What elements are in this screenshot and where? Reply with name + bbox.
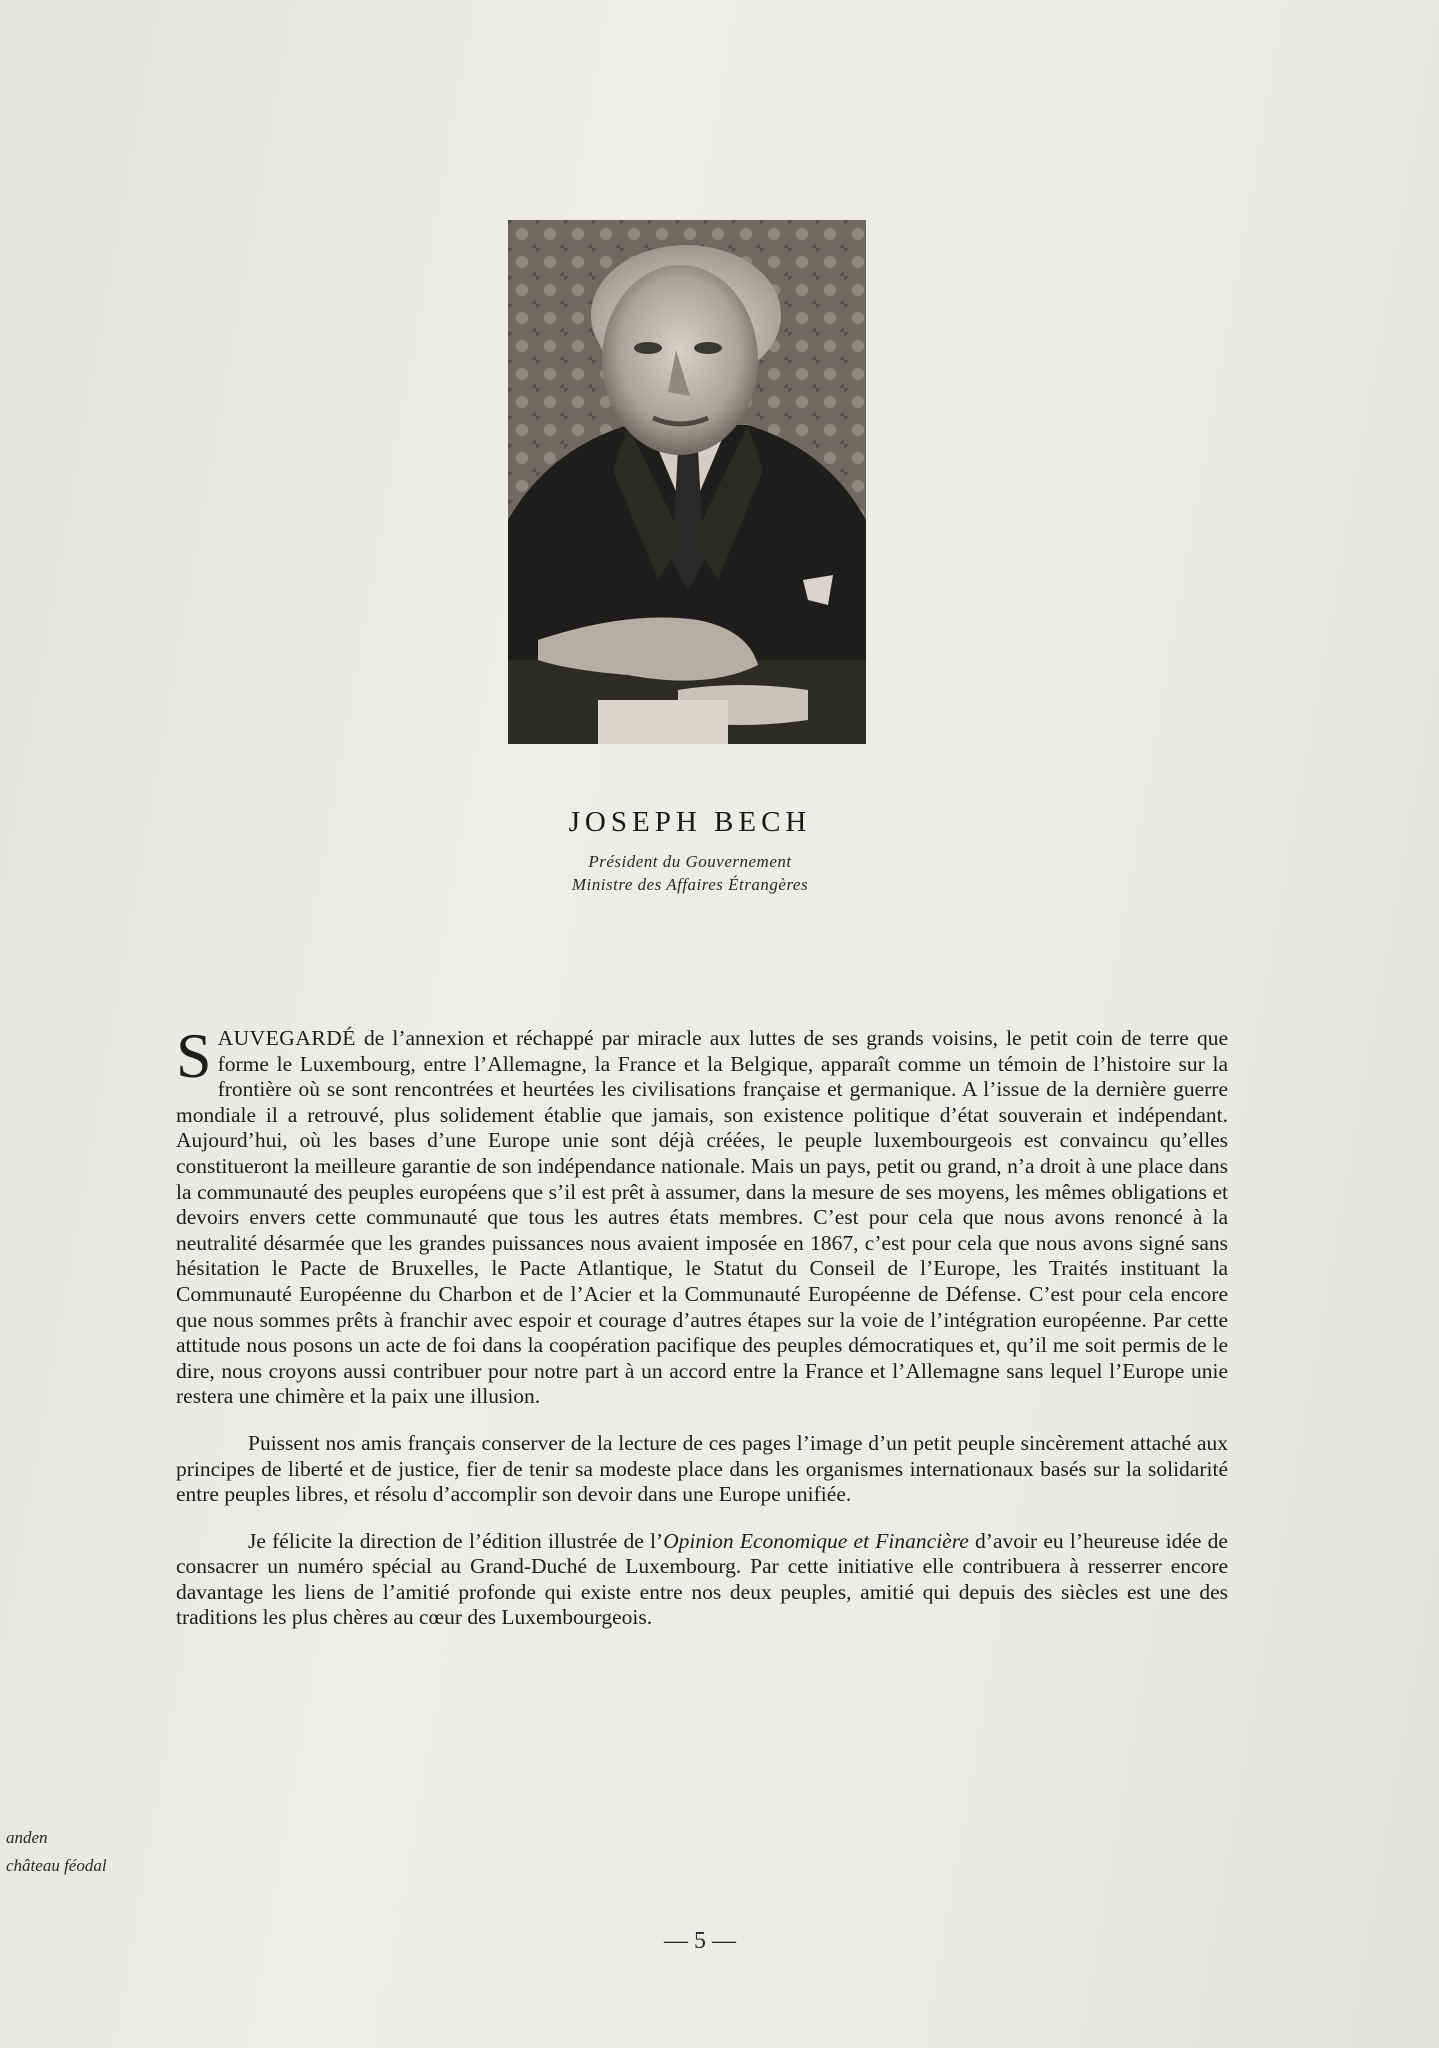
person-role-president: Président du Gouvernement (588, 852, 792, 871)
person-role-minister: Ministre des Affaires Étrangères (571, 875, 809, 894)
person-name: JOSEPH BECH (568, 806, 812, 838)
paragraph-3-text-start: Je félicite la direction de l’édition illustrée de l’ (248, 1528, 664, 1553)
paragraph-1-text: de l’annexion et réchappé par miracle aux luttes de ses grands voisins, le petit coin de terre que forme le Luxembourg, entre l’Allemagne, la France et la Belgique, apparaît comme un témoin de l’histoire sur la frontière où se sont rencontrées et heurtées les civilisations française et germanique. A l’issue de la dernière guerre mondiale il a retrouvé, plus solidement établie que jamais, son existence politique d’état souverain et indépendant. Aujourd’hui, où les bases d’une Europe unie sont déjà créées, le peuple luxembourgeois est convaincu qu’elles constitueront la meilleure garantie de son indépendance nationale. Mais un pays, petit ou grand, n’a droit à une place dans la communauté des peuples européens que s’il est prêt à assumer, dans la mesure de ses moyens, les mêmes obligations et devoirs envers cette communauté que tous les autres états membres. C’est pour cela que nous avons renoncé à la neutralité désarmée que les grandes puissances nous avaient imposée en 1867, c’est pour cela que nous avons signé sans hésitation le Pacte de Bruxelles, le Pacte Atlantique, le Statut du Conseil de l’Europe, les Traités instituant la Communauté Européenne du Charbon et de l’Acier et la Communauté Européenne de Défense. C’est pour cela encore que nous sommes prêts à franchir avec espoir et courage d’autres étapes sur la voie de l’intégration européenne. Par cette attitude nous posons un acte de foi dans la coopération pacifique des peuples démocratiques et, qu’il me soit permis de le dire, nous croyons aussi contribuer pour notre part à un accord entre la France et l’Allemagne sans lequel l’Europe unie restera une chimère et la paix une illusion. (176, 1026, 1228, 1409)
side-caption-line-1: anden (6, 1828, 48, 1847)
paragraph-1 (176, 1020, 1228, 1410)
publication-title: Opinion Economique et Financière (663, 1528, 969, 1553)
drop-cap: S (176, 1020, 212, 1091)
page-number: — 5 — (664, 1928, 736, 1954)
portrait-image (508, 220, 866, 744)
side-caption-line-2: château féodal (6, 1856, 107, 1875)
portrait-photo (508, 220, 866, 744)
paragraph-2: Puissent nos amis français conserver de la lecture de ces pages l’image d’un petit peuple sincèrement attaché aux principes de liberté et de justice, fier de tenir sa modeste place dans les organismes internationaux basés sur la solidarité entre peuples libres, et résolu d’accomplir son devoir dans une Europe unifiée. (176, 1430, 1228, 1507)
opening-word: AUVEGARDÉ (217, 1026, 356, 1050)
article-body (176, 1020, 1228, 1652)
paragraph-3-text-end: d’avoir eu l’heureuse idée de consacrer un numéro spécial au Grand-Duché de Luxembourg. Par cette initiative elle contribuera à resserrer encore davantage les liens de l’amitié profonde qui existe entre nos deux peuples, amitié qui depuis des siècles est une des traditions les plus chères au cœur des Luxembourgeois. (176, 1528, 1228, 1630)
paragraph-3 (176, 1529, 1228, 1631)
